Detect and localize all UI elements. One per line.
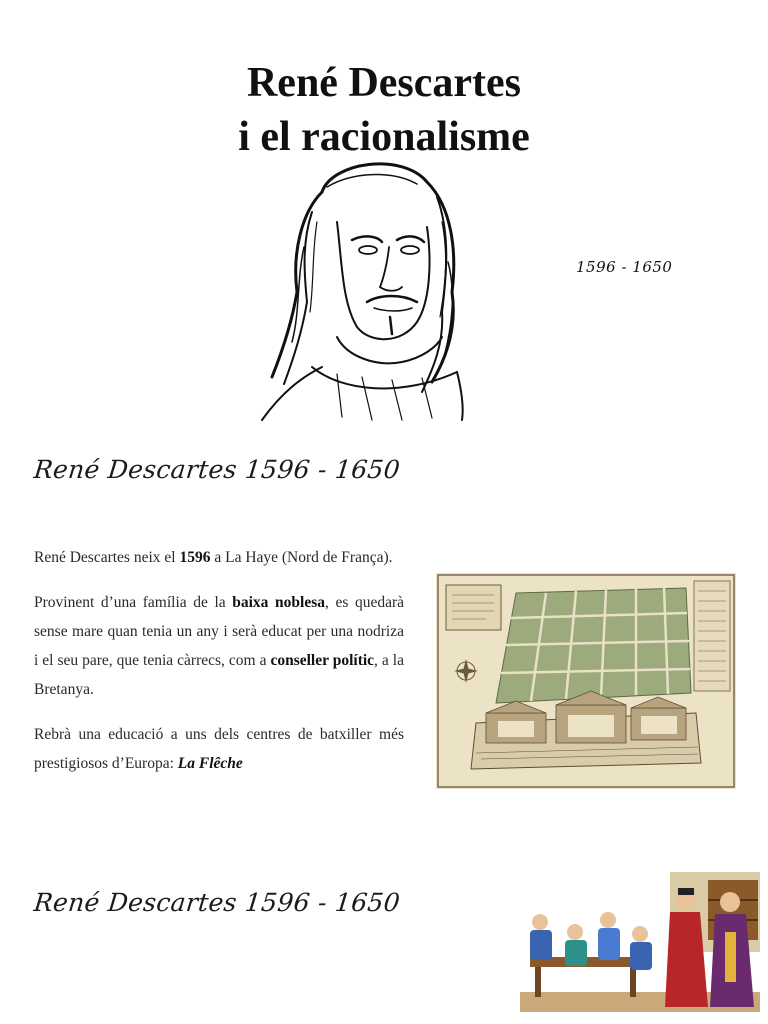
paragraph-birth: [34, 543, 404, 572]
biography-text: [34, 543, 404, 794]
section-heading-1: René Descartes 1596 - 1650: [32, 455, 402, 484]
bold-noblesa: baixa noblesa: [232, 594, 325, 611]
text-run: a La Haye (Nord de França).: [210, 549, 393, 566]
title-line-1: René Descartes: [246, 60, 522, 107]
descartes-portrait-image: [252, 152, 468, 424]
section-heading-2: René Descartes 1596 - 1650: [32, 888, 402, 917]
text-run: René Descartes neix el: [34, 549, 180, 566]
page-title: [0, 56, 768, 164]
bold-conseller: conseller polític: [270, 652, 375, 669]
text-run: , a la Bretanya.: [34, 652, 404, 698]
text-run: , es quedarà sense mare quan tenia un any i serà educat per una nodriza i el seu pare, que tenia càrrecs, com a: [34, 594, 405, 669]
text-run: Rebrà una educació a uns dels centres de batxiller més prestigiosos d’Europa:: [34, 726, 404, 772]
classroom-illustration-image: [520, 872, 760, 1012]
bold-italic-la-fleche: La Flêche: [177, 755, 243, 772]
bold-year: 1596: [179, 549, 211, 566]
la-fleche-college-map-image: [436, 573, 736, 789]
paragraph-education: [34, 720, 404, 778]
paragraph-family: [34, 588, 404, 704]
portrait-years-caption: 1596 - 1650: [576, 258, 673, 276]
text-run: Provinent d’una família de la: [34, 594, 233, 611]
title-line-2: i el racionalisme: [238, 114, 530, 161]
